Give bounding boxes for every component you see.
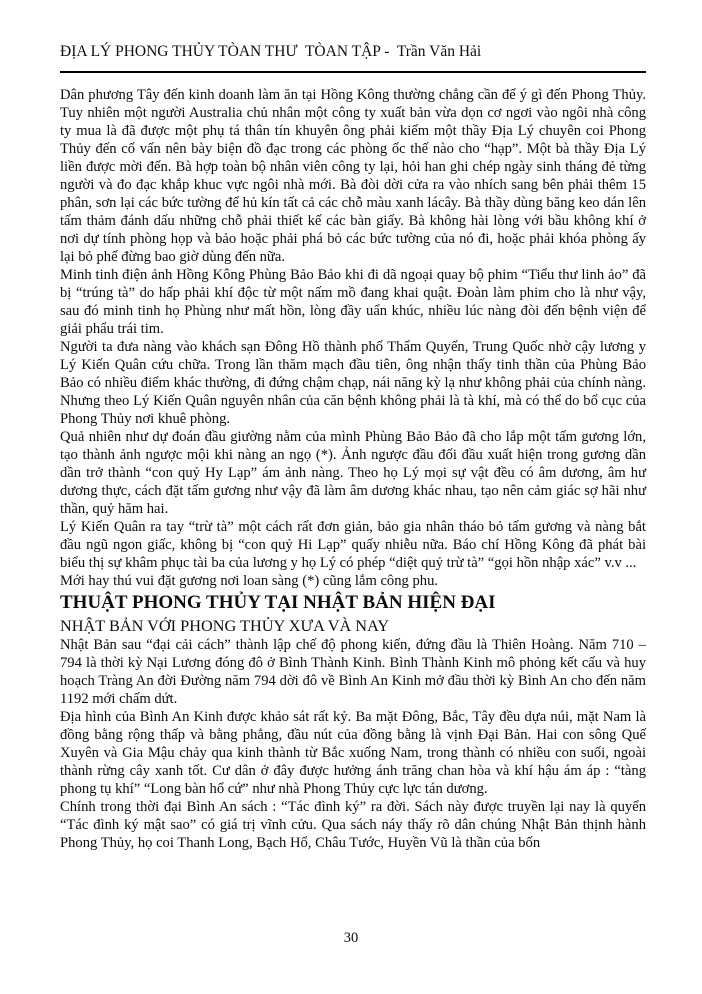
page-number: 30 [343,930,359,946]
body-paragraph: Người ta đưa nàng vào khách sạn Đông Hồ thành phố Thẩm Quyến, Trung Quốc nhờ cậy lương y Lý Kiến Quân cứu chữa. Trong lần thăm mạch đầu tiên, ông nhận thấy tinh thần của Phùng Bảo Bảo có nhiều điểm khác thường, đi đứng chậm chạp, nái năng kỳ lạ như không phải của chính nàng. Nhưng theo Lý Kiến Quân nguyên nhân của căn bệnh không phải là tà khí, mà có thể do bố cục của Phong Thủy nơi khuê phòng. [60,339,646,427]
body-paragraph: Mới hay thú vui đặt gương nơi loan sàng (*) cũng lắm công phu. [60,573,439,589]
section-heading: THUẬT PHONG THỦY TẠI NHẬT BẢN HIỆN ĐẠI [60,592,496,613]
section-subheading: NHẬT BẢN VỚI PHONG THỦY XƯA VÀ NAY [60,616,390,635]
body-paragraph: Minh tinh điện ảnh Hồng Kông Phùng Bảo Bảo khi đi dã ngoại quay bộ phim “Tiểu thư linh ảo” đã bị “trúng tà” do hấp phải khí độc từ một nấm mồ đang khai quật. Đoàn làm phim cho là như vậy, sau đó minh tinh họ Phùng như mất hồn, lòng đầy uẩn khúc, nhiều lúc nàng đòi đến bệnh viện để giải phẩu trái tim. [60,267,646,337]
body-paragraph: Dân phương Tây đến kinh doanh làm ăn tại Hồng Kông thường chẳng cần để ý gì đến Phong Thủy. Tuy nhiên một người Australia chủ nhân một công ty xuất bản vừa dọn cơ ngơi vào ngôi nhà công ty mua là đã được một phụ tá thân tín khuyên ông phải kiếm một thầy Địa Lý chuyên coi Phong Thủy đến cố vấn nên bày biện đồ đạc trong các phòng ốc thế nào cho “hạp”. Một bà thầy Địa Lý liền được mời đến. Bà hợp toàn bộ nhân viên công ty lại, hỏi han ghi chép ngày sinh tháng đẻ từng người và đo đạc khắp khuc vực ngôi nhà mới. Bà đòi dời cửa ra vào nhích sang bên phải thêm 15 phân, sơn lại các bức tường để hủ kín tất cả các chỗ màu xanh lácây. Bà thầy dùng băng keo dán lên tấm thảm đánh dấu những chỗ phải thiết kế các bàn giấy. Bà không hài lòng với bầu không khí ở nơi dự tính phòng họp và bảo hoặc phải phá bỏ các bức tường của nó đi, hoặc phải khóa phòng ấy lại bỏ phế đừng bao giờ dùng đến nữa. [60,87,646,265]
page-content [60,42,646,852]
body-paragraph: Lý Kiến Quân ra tay “trừ tà” một cách rất đơn giản, bảo gia nhân tháo bỏ tấm gương và nàng bắt đầu ngũ ngon giấc, không bị “con quỷ Hi Lạp” quấy nhiễu nữa. Báo chí Hồng Kông đã phát bài biểu thị sự khâm phục tài ba của lương y họ Lý có phép “diệt quỷ trừ tà” “gọi hồn nhập xác” v.v ... [60,519,646,571]
page-header-title: ĐỊA LÝ PHONG THỦY TÒAN THƯ TÒAN TẬP - Trần Văn Hải [60,43,482,60]
body-paragraph: Nhật Bản sau “đại cải cách” thành lập chế độ phong kiến, đứng đầu là Thiên Hoàng. Năm 710 – 794 là thời kỳ Nại Lương đóng đô ở Bình Thành Kinh. Bình Thành Kinh mô phỏng kết cấu và huy hoạch Tràng An đời Đường năm 794 dời đô về Bình An Kinh mở đầu thời kỳ Bình An cho đến năm 1192 mới chấm dứt. [60,637,646,707]
header-divider [60,71,646,73]
body-paragraph: Chính trong thời đại Bình An sách : “Tác đình ký” ra đời. Sách này được truyền lại nay là quyển “Tác đình ký mật sao” có giá trị vĩnh cửu. Qua sách náy thấy rõ dân chúng Nhật Bản thịnh hành Phong Thủy, họ coi Thanh Long, Bạch Hổ, Châu Tước, Huyền Vũ là thần của bốn [60,799,646,851]
body-text [60,86,646,852]
body-paragraph: Quả nhiên như dự đoán đầu giường nằm của mình Phùng Bảo Bảo đã cho lắp một tấm gương lớn, tạo thành ảnh ngược mội khi nàng an ngọ (*). Ảnh ngược đầu đối đầu xuất hiện trong gương dần dần trở thành “con quỷ Hy Lạp” ám ảnh nàng. Theo họ Lý mọi sự vật đều có âm dương, âm hư dương thực, cách đặt tấm gương như vậy đã làm âm dương khác nhau, tạo nên cảm giác sợ hãi như thần, quỷ hăm hai. [60,429,646,517]
body-paragraph: Địa hình của Bình An Kinh được khảo sát rất kỷ. Ba mặt Đông, Bắc, Tây đều dựa núi, mặt Nam là đồng bằng rộng thấp và bằng phẳng, đầu nút của đồng bằng là vịnh Đại Bản. Hai con sông Quế Xuyên và Gia Mậu chảy qua kinh thành từ Bắc xuống Nam, trong thành có nhiều con suối, ngoài thành rừng cây xanh tốt. Cư dân ở đây được hưởng ánh trăng chan hòa và khí hậu ám áp : “tàng phong tụ khí” “Long bàn hổ cứ” như nhà Phong Thủy cực lực tán dương. [60,709,646,797]
